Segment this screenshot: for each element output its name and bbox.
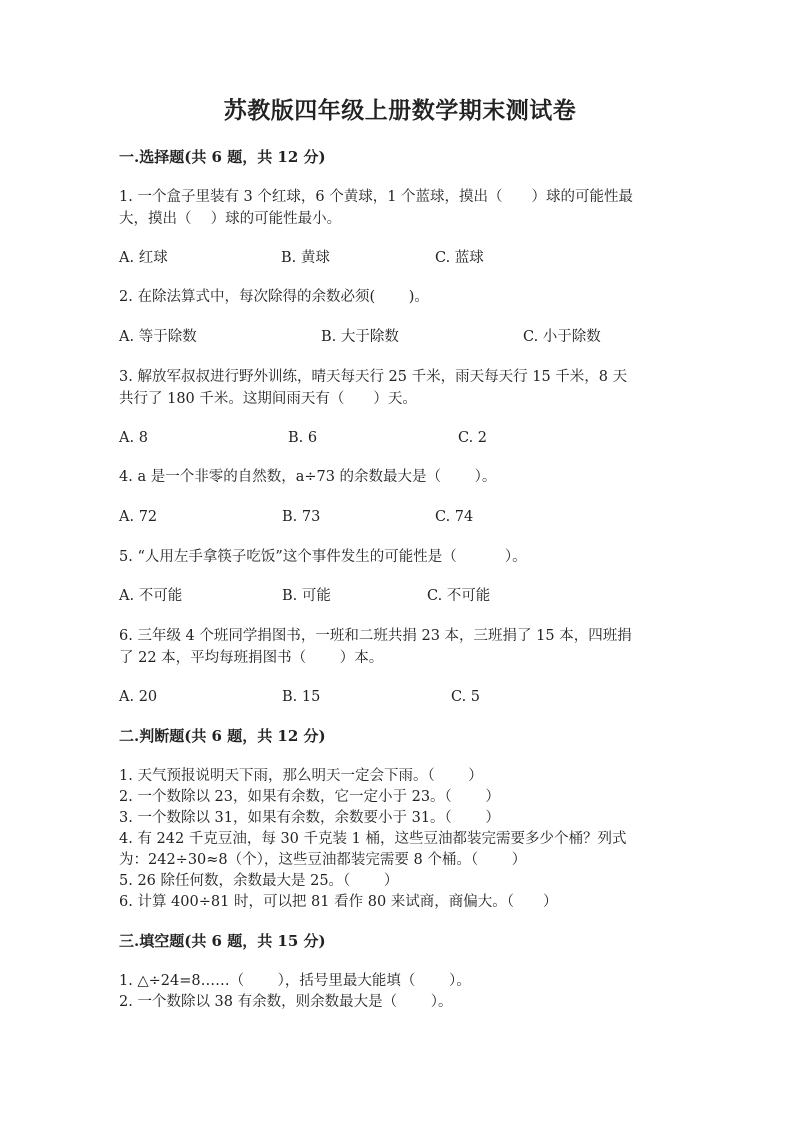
judgement-item-3: 3. 一个数除以 31，如果有余数，余数要小于 31。（ ） <box>119 810 500 826</box>
question-1-options <box>119 247 684 269</box>
option-c: C. 蓝球 <box>435 250 484 266</box>
judgement-item-2: 2. 一个数除以 23，如果有余数，它一定小于 23。（ ） <box>119 789 500 805</box>
question-3-line-2: 共行了 180 千米。这期间雨天有（ ）天。 <box>119 391 417 407</box>
question-4-line-1: 4. a 是一个非零的自然数，a÷73 的余数最大是（ ）。 <box>119 469 497 485</box>
option-b: B. 黄球 <box>281 250 330 266</box>
question-1-line-1: 1. 一个盒子里装有 3 个红球，6 个黄球，1 个蓝球，摸出（ ）球的可能性最 <box>119 189 634 205</box>
section-heading-multiple-choice: 一.选择题(共 6 题，共 12 分) <box>119 148 326 166</box>
question-6 <box>119 625 684 669</box>
option-a: A. 8 <box>119 430 148 446</box>
judgement-item-4-line-1: 4. 有 242 千克豆油，每 30 千克装 1 桶，这些豆油都装完需要多少个桶？列式 <box>119 831 627 847</box>
question-1-line-2: 大，摸出（ ）球的可能性最小。 <box>119 211 342 227</box>
option-a: A. 不可能 <box>119 588 183 604</box>
question-4-options <box>119 506 684 528</box>
judgement-item-5: 5. 26 除任何数，余数最大是 25。（ ） <box>119 873 399 889</box>
page-title: 苏教版四年级上册数学期末测试卷 <box>223 97 577 124</box>
option-c: C. 小于除数 <box>523 329 601 345</box>
fill-in-item-2: 2. 一个数除以 38 有余数，则余数最大是（ ）。 <box>119 994 453 1010</box>
option-c: C. 74 <box>435 509 474 525</box>
fill-in-item-1: 1. △÷24=8……（ ），括号里最大能填（ ）。 <box>119 973 471 989</box>
option-a: A. 红球 <box>119 250 168 266</box>
question-3-line-1: 3. 解放军叔叔进行野外训练，晴天每天行 25 千米，雨天每天行 15 千米，8 天 <box>119 369 628 385</box>
question-5-options <box>119 585 684 607</box>
question-5 <box>119 546 684 568</box>
option-c: C. 5 <box>451 689 481 705</box>
option-b: B. 可能 <box>282 588 331 604</box>
option-b: B. 73 <box>282 509 321 525</box>
option-a: A. 等于除数 <box>119 329 197 345</box>
option-a: A. 20 <box>119 689 158 705</box>
section-heading-fill-in: 三.填空题(共 6 题，共 15 分) <box>119 932 326 950</box>
question-2-line-1: 2. 在除法算式中，每次除得的余数必须( )。 <box>119 289 429 305</box>
question-1 <box>119 186 684 230</box>
judgement-item-4-line-2: 为：242÷30≈8（个），这些豆油都装完需要 8 个桶。（ ） <box>119 852 527 868</box>
question-2-options <box>119 326 684 348</box>
question-4 <box>119 466 684 488</box>
option-b: B. 15 <box>282 689 321 705</box>
question-5-line-1: 5. “人用左手拿筷子吃饭”这个事件发生的可能性是（ ）。 <box>119 549 527 565</box>
question-3 <box>119 366 684 410</box>
question-6-line-2: 了 22 本，平均每班捐图书（ ）本。 <box>119 650 384 666</box>
option-c: C. 2 <box>458 430 488 446</box>
judgement-item-6: 6. 计算 400÷81 时，可以把 81 看作 80 来试商，商偏大。（ ） <box>119 894 558 910</box>
section-heading-true-false: 二.判断题(共 6 题，共 12 分) <box>119 727 326 745</box>
option-c: C. 不可能 <box>427 588 491 604</box>
judgement-item-1: 1. 天气预报说明天下雨，那么明天一定会下雨。（ ） <box>119 768 483 784</box>
option-b: B. 大于除数 <box>321 329 399 345</box>
question-3-options <box>119 427 684 449</box>
question-2 <box>119 286 684 308</box>
option-a: A. 72 <box>119 509 158 525</box>
question-6-line-1: 6. 三年级 4 个班同学捐图书，一班和二班共捐 23 本，三班捐了 15 本，四班捐 <box>119 628 632 644</box>
option-b: B. 6 <box>288 430 318 446</box>
question-6-options <box>119 686 684 708</box>
